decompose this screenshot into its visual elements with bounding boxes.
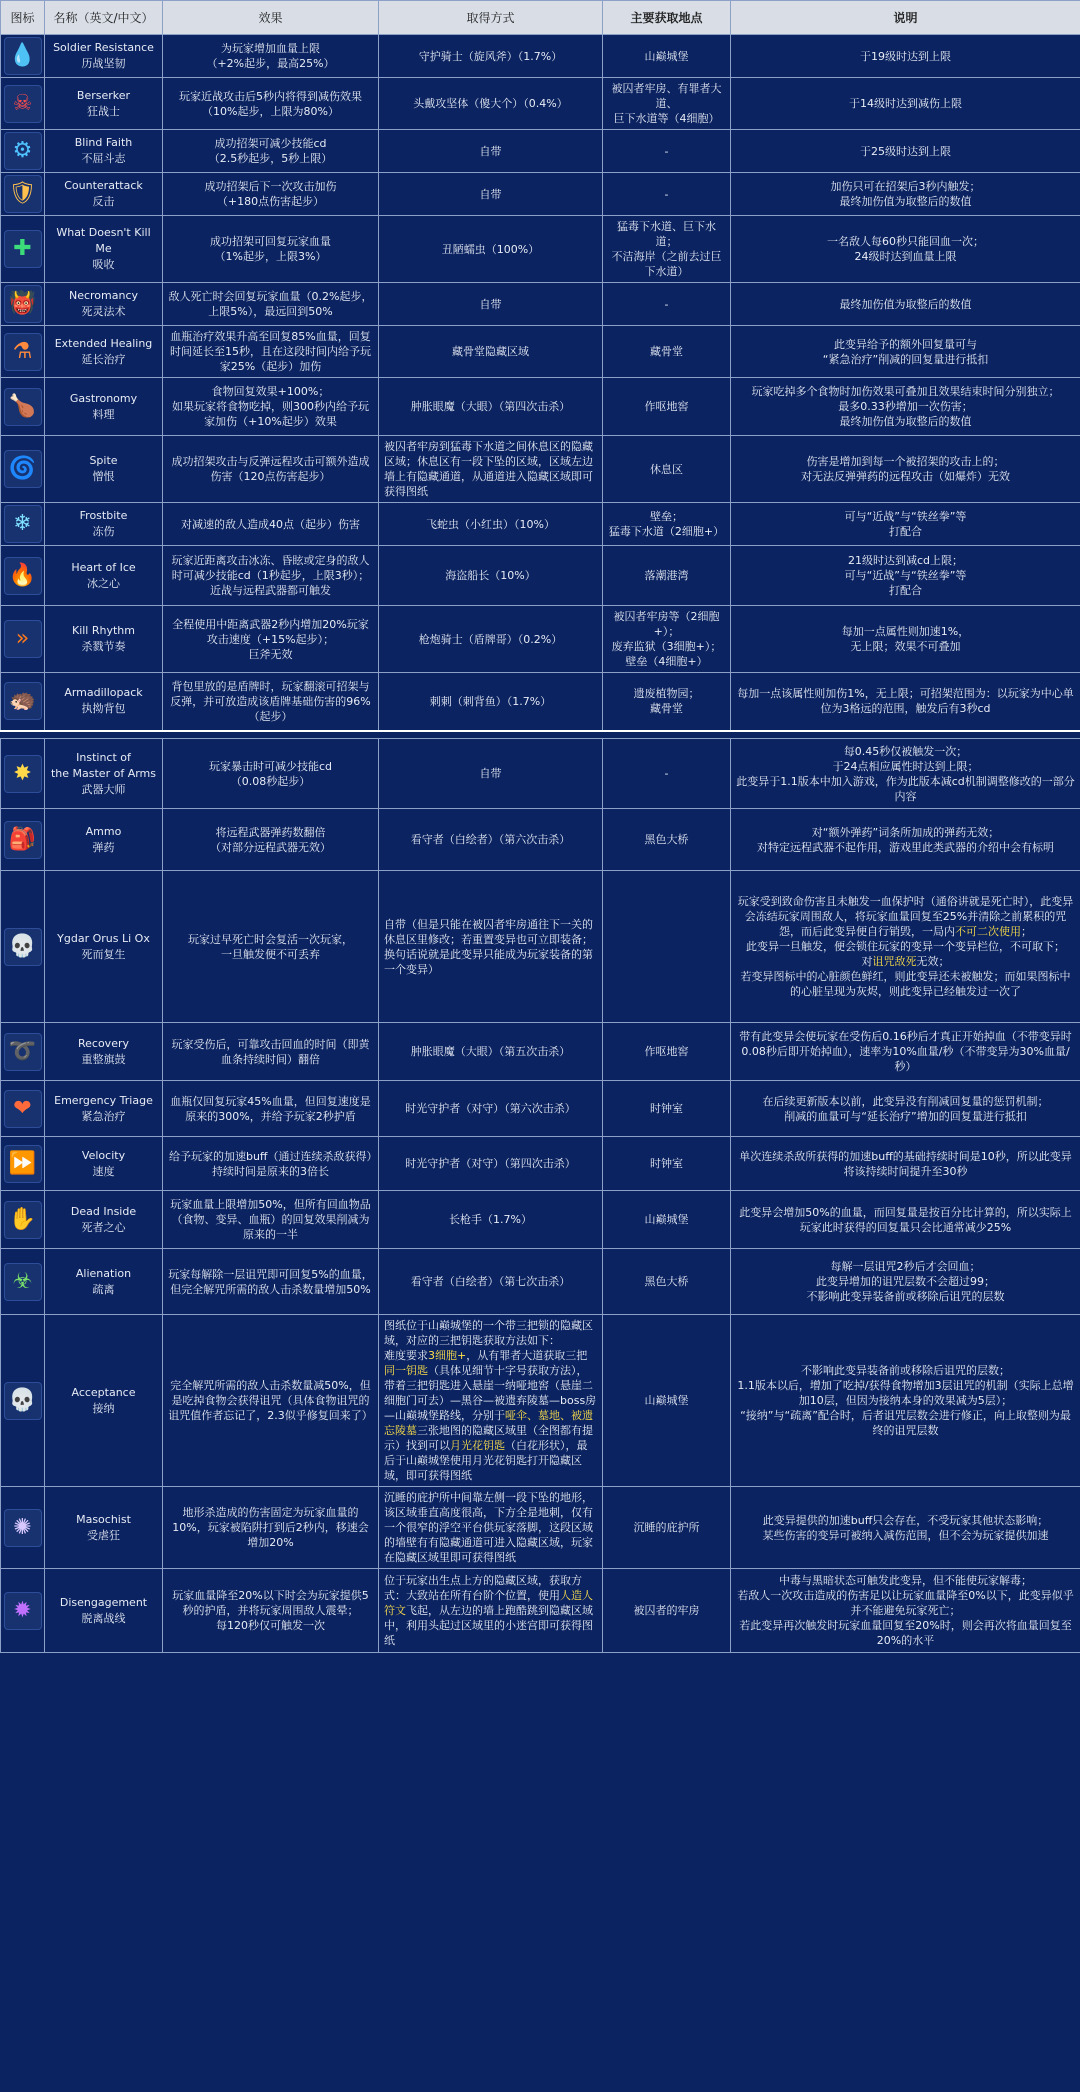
table-header-row [1, 1, 1080, 35]
table-row [1, 1569, 1080, 1653]
icon-glyph: » [15, 626, 30, 651]
note-cell: 伤害是增加到每一个被招架的攻击上的； 对无法反弹弹药的远程攻击（如爆炸）无效 [731, 436, 1080, 503]
icon-glyph: 💀 [8, 1387, 37, 1413]
mutation-name-cell [45, 1315, 163, 1487]
table-row [1, 809, 1080, 871]
effect-cell: 成功招架后下一次攻击加伤 （+180点伤害起步） [163, 173, 379, 216]
mutation-name-cell [45, 673, 163, 731]
divider-cell [1, 731, 1080, 739]
mutation-name-cn: 死者之心 [81, 1220, 126, 1234]
note-cell: 于19级时达到上限 [731, 35, 1080, 78]
table-row [1, 378, 1080, 436]
mutation-name-en: Soldier Resistance [53, 41, 154, 54]
mutation-name-en: Blind Faith [74, 136, 133, 149]
method-cell: 自带 [379, 173, 603, 216]
text-segment: （白花形状），最后于山巅城堡使用月光花钥匙打开隐藏区域，即可获得图纸 [384, 1439, 588, 1482]
method-cell: 自带 [379, 739, 603, 809]
location-cell: 作呕地窖 [603, 1023, 731, 1081]
method-cell: 藏骨堂隐藏区域 [379, 326, 603, 378]
mutation-name-cn: 不屈斗志 [81, 152, 126, 165]
location-cell: 猛毒下水道、巨下水道； 不洁海岸（之前去过巨下水道） [603, 216, 731, 283]
effect-cell: 给予玩家的加速buff（通过连续杀敌获得）持续时间是原来的3倍长 [163, 1137, 379, 1191]
mutation-name-cell [45, 606, 163, 673]
location-cell: 山巅城堡 [603, 1315, 731, 1487]
icon-cell [1, 173, 45, 216]
location-cell: 壁垒； 猛毒下水道（2细胞+） [603, 503, 731, 546]
icon-glyph: 🛡 [8, 181, 37, 206]
mutation-name-en: What Doesn't Kill Me [56, 226, 151, 255]
location-cell: - [603, 130, 731, 173]
location-cell: 被囚者的牢房 [603, 1569, 731, 1653]
note-cell: 一名敌人每60秒只能回血一次； 24级时达到血量上限 [731, 216, 1080, 283]
text-segment: ，从有罪者大道获取三把 [466, 1349, 588, 1362]
note-cell: 21级时达到减cd上限； 可与“近战”与“铁丝拳”等 打配合 [731, 546, 1080, 606]
mutation-name-cn: 疏离 [92, 1282, 115, 1296]
speed-arrows-icon [4, 1145, 42, 1183]
effect-cell: 地形杀造成的伤害固定为玩家血量的10%，玩家被陷阱打到后2秒内，移速会增加20% [163, 1487, 379, 1569]
method-cell: 头戴攻坚体（傻大个）（0.4%） [379, 78, 603, 130]
effect-cell: 全程使用中距离武器2秒内增加20%玩家攻击速度（+15%起步）； 巨斧无效 [163, 606, 379, 673]
mutation-name-cell [45, 78, 163, 130]
effect-cell: 背包里放的是盾牌时，玩家翻滚可招架与反弹，并可放造成该盾牌基础伤害的96%（起步） [163, 673, 379, 731]
spiral-icon [4, 450, 42, 488]
note-cell: 每解一层诅咒2秒后才会回血； 此变异增加的诅咒层数不会超过99； 不影响此变异装备前或移除后诅咒的层数 [731, 1249, 1080, 1315]
method-cell: 飞蛇虫（小红虫）（10%） [379, 503, 603, 546]
header-note: 说明 [731, 1, 1080, 35]
table-row [1, 1315, 1080, 1487]
method-cell: 枪炮骑士（盾牌哥）（0.2%） [379, 606, 603, 673]
table-row [1, 871, 1080, 1023]
note-cell: 每0.45秒仅被触发一次； 于24点相应属性时达到上限； 此变异于1.1版本中加入游戏，作为此版本减cd机制调整修改的一部分内容 [731, 739, 1080, 809]
mutation-name-en: Kill Rhythm [71, 624, 135, 637]
mutation-name-cell [45, 35, 163, 78]
table-row [1, 673, 1080, 731]
text-segment: 三张地图的隐藏区域里（全图都有提示）找到可以 [384, 1424, 593, 1452]
effect-cell: 成功招架可减少技能cd （2.5秒起步，5秒上限） [163, 130, 379, 173]
icon-glyph: 🦔 [8, 688, 37, 714]
icon-glyph: ➰ [8, 1038, 37, 1064]
method-cell: 丑陋蠕虫（100%） [379, 216, 603, 283]
mutation-name-cell [45, 1569, 163, 1653]
highlight-segment: 同一钥匙 [384, 1364, 428, 1377]
mutation-name-en: Spite [89, 454, 118, 467]
mutation-name-en: Recovery [77, 1036, 129, 1050]
icon-glyph: ✋ [8, 1206, 37, 1232]
note-cell: 于14级时达到减伤上限 [731, 78, 1080, 130]
double-chevron-icon [4, 620, 42, 658]
mutation-name-cn: 反击 [92, 195, 115, 208]
location-cell: 休息区 [603, 436, 731, 503]
mutation-name-cn: 死灵法术 [81, 305, 126, 318]
mutation-name-cell [45, 1191, 163, 1249]
note-cell: 在后续更新版本以前，此变异没有削减回复量的惩罚机制； 削减的血量可与“延长治疗”增加的回复量进行抵扣 [731, 1081, 1080, 1137]
effect-cell: 玩家每解除一层诅咒即可回复5%的血量，但完全解咒所需的敌人击杀数量增加50% [163, 1249, 379, 1315]
mutation-name-cn: 延长治疗 [81, 352, 126, 366]
icon-glyph: ❄ [13, 511, 32, 536]
mutation-name-cell [45, 1137, 163, 1191]
location-cell: 被囚者牢房、有罪者大道、 巨下水道等（4细胞） [603, 78, 731, 130]
table-row [1, 1137, 1080, 1191]
table-row [1, 1487, 1080, 1569]
highlight-segment: 人造人符文 [384, 1589, 593, 1617]
section-divider [1, 731, 1080, 739]
icon-glyph: 👹 [8, 291, 37, 316]
method-cell [379, 1315, 603, 1487]
spiked-orb-icon [4, 1509, 42, 1547]
green-swirl-icon [4, 1033, 42, 1071]
method-cell: 肿胀眼魔（大眼）（第五次击杀） [379, 1023, 603, 1081]
mutation-name-cn: 冰之心 [87, 576, 120, 590]
method-cell: 看守者（白绘者）（第七次击杀） [379, 1249, 603, 1315]
method-cell: 自带 [379, 130, 603, 173]
highlight-segment: 诅咒敌死 [872, 955, 917, 968]
note-cell: 带有此变异会使玩家在受伤后0.16秒后才真正开始掉血（不带变异时0.08秒后即开始掉血），速率为10%血量/秒（不带变异为30%血量/秒） [731, 1023, 1080, 1081]
table-row [1, 283, 1080, 326]
icon-glyph: 💧 [8, 43, 37, 68]
skull-mask-icon [4, 1382, 42, 1420]
note-cell: 单次连续杀敌所获得的加速buff的基础持续时间是10秒，所以此变异将该持续时间提升至30秒 [731, 1137, 1080, 1191]
mutation-name-cn: 死而复生 [81, 947, 126, 961]
method-cell: 沉睡的庇护所中间靠左侧一段下坠的地形，该区域垂直高度很高，下方全是地刺，仅有一个很窄的浮空平台供玩家落脚，这段区域的墙壁有有隐藏通道可进入隐藏区域，玩家在隐藏区域里即可获得图纸 [379, 1487, 603, 1569]
green-shield-icon [4, 230, 42, 268]
heart-potion-icon [4, 1090, 42, 1128]
note-cell: 中毒与黑暗状态可触发此变异，但不能使玩家解毒； 若敌人一次攻击造成的伤害足以让玩家血量降至0%以下，此变异似乎并不能避免玩家死亡； 若此变异再次触发时玩家血量回复至20%时，则会再次将血量回复至20%的水平 [731, 1569, 1080, 1653]
icon-cell [1, 1137, 45, 1191]
ammo-pouch-icon [4, 821, 42, 859]
effect-cell: 玩家血量降至20%以下时会为玩家提供5秒的护盾，并将玩家周围敌人震晕； 每120秒仅可触发一次 [163, 1569, 379, 1653]
icon-cell [1, 739, 45, 809]
text-segment: 无效； 若变异图标中的心脏颜色鲜红，则此变异还未被触发；而如果图标中的心脏呈现为灰烬，则此变异已经触发过一次了 [740, 955, 1071, 998]
mutation-name-cell [45, 216, 163, 283]
mutation-name-cn: 重整旗鼓 [81, 1052, 126, 1066]
method-cell: 时光守护者（对守）（第四次击杀） [379, 1137, 603, 1191]
mutation-name-en: Counterattack [64, 179, 143, 192]
mutation-name-cn: 弹药 [92, 840, 115, 854]
purple-orb-icon [4, 1592, 42, 1630]
mutation-name-en: Instinct of the Master of Arms [50, 750, 156, 780]
mutation-name-cell [45, 130, 163, 173]
mutation-name-cn: 受虐狂 [87, 1528, 120, 1542]
mutation-name-cell [45, 173, 163, 216]
mutation-name-cell [45, 1249, 163, 1315]
icon-cell [1, 283, 45, 326]
location-cell: 沉睡的庇护所 [603, 1487, 731, 1569]
table-row [1, 173, 1080, 216]
icon-glyph: ☣ [12, 1268, 33, 1294]
table-row [1, 1023, 1080, 1081]
icon-cell [1, 1191, 45, 1249]
mutation-name-cell [45, 809, 163, 871]
skull-crossed-icon [4, 85, 42, 123]
note-cell [731, 871, 1080, 1023]
header-effect: 效果 [163, 1, 379, 35]
icon-cell [1, 1487, 45, 1569]
header-name: 名称（英文/中文） [45, 1, 163, 35]
note-cell: 此变异会增加50%的血量，而回复量是按百分比计算的，所以实际上玩家此时获得的回复量只会比通常减少25% [731, 1191, 1080, 1249]
location-cell: 藏骨堂 [603, 326, 731, 378]
effect-cell: 敌人死亡时会回复玩家血量（0.2%起步，上限5%），最远回到50% [163, 283, 379, 326]
location-cell: - [603, 739, 731, 809]
text-segment: ； 此变异一旦触发，便会锁住玩家的变异一个变异栏位，不可取下； 对 [746, 925, 1065, 968]
icon-glyph: ✺ [13, 1514, 32, 1540]
header-method: 取得方式 [379, 1, 603, 35]
effect-cell: 将远程武器弹药数翻倍 （对部分远程武器无效） [163, 809, 379, 871]
icon-cell [1, 130, 45, 173]
note-cell: 玩家吃掉多个食物时加伤效果可叠加且效果结束时间分别独立； 最多0.33秒增加一次伤害； 最终加伤值为取整后的数值 [731, 378, 1080, 436]
mutation-name-cell [45, 871, 163, 1023]
mutation-name-en: Extended Healing [54, 336, 153, 350]
icon-cell [1, 1569, 45, 1653]
effect-cell: 成功招架攻击与反弹远程攻击可额外造成伤害（120点伤害起步） [163, 436, 379, 503]
table-row [1, 216, 1080, 283]
mutation-name-en: Velocity [81, 1148, 126, 1162]
mutation-name-en: Necromancy [68, 289, 139, 302]
mutation-name-cell [45, 436, 163, 503]
icon-glyph: 💀 [8, 933, 37, 959]
icon-glyph: 🔥 [8, 562, 37, 588]
effect-cell: 为玩家增加血量上限 （+2%起步，最高25%） [163, 35, 379, 78]
mutation-name-en: Armadillopack [64, 686, 143, 700]
demon-face-icon [4, 285, 42, 323]
ice-cage-icon [4, 505, 42, 543]
table-row [1, 1191, 1080, 1249]
table-row [1, 436, 1080, 503]
purple-drop-icon [4, 37, 42, 75]
icon-cell [1, 1023, 45, 1081]
icon-glyph: 🍗 [8, 393, 37, 419]
highlight-segment: 不可二次使用 [955, 925, 1021, 938]
location-cell: - [603, 173, 731, 216]
icon-cell [1, 1081, 45, 1137]
icon-cell [1, 871, 45, 1023]
icon-cell [1, 326, 45, 378]
location-cell: 作呕地窖 [603, 378, 731, 436]
icon-cell [1, 78, 45, 130]
icon-cell [1, 216, 45, 283]
icon-cell [1, 35, 45, 78]
method-cell: 自带 [379, 283, 603, 326]
table-row [1, 606, 1080, 673]
location-cell: 时钟室 [603, 1081, 731, 1137]
icon-glyph: ⚗ [12, 338, 33, 364]
mutation-name-cn: 紧急治疗 [81, 1109, 126, 1123]
mutation-name-en: Alienation [75, 1266, 132, 1280]
note-cell: 最终加伤值为取整后的数值 [731, 283, 1080, 326]
effect-cell: 完全解咒所需的敌人击杀数量减50%，但是吃掉食物会获得诅咒（具体食物诅咒的诅咒值作者忘记了，2.3似乎修复回来了） [163, 1315, 379, 1487]
note-cell: 此变异提供的加速buff只会存在，不受玩家其他状态影响； 某些伤害的变异可被纳入减伤范围，但不会为玩家提供加速 [731, 1487, 1080, 1569]
location-cell: - [603, 283, 731, 326]
method-cell: 自带（但是只能在被囚者牢房通往下一关的休息区里修改；若重置变异也可立即装备；换句话说就是此变异只能成为玩家装备的第一个变异） [379, 871, 603, 1023]
icon-cell [1, 606, 45, 673]
icon-cell [1, 436, 45, 503]
mutation-name-en: Heart of Ice [71, 560, 136, 574]
note-cell: 不影响此变异装备前或移除后诅咒的层数； 1.1版本以后，增加了吃掉/获得食物增加3层诅咒的机制（实际上总增加10层，但因为接纳本身的效果减为5层）； “接纳”与“疏离”配合时，后者诅咒层数会进行修正，向上取整则为最终的诅咒层数 [731, 1315, 1080, 1487]
method-cell: 时光守护者（对守）（第六次击杀） [379, 1081, 603, 1137]
method-cell: 看守者（白绘者）（第六次击杀） [379, 809, 603, 871]
mutation-name-en: Ygdar Orus Li Ox [57, 931, 150, 945]
highlight-segment: 月光花钥匙 [450, 1439, 505, 1452]
mutation-name-cn: 执拗背包 [81, 702, 126, 716]
mutation-name-en: Frostbite [79, 509, 128, 522]
icon-glyph: ⚙ [12, 138, 33, 163]
mutation-name-en: Berserker [76, 88, 131, 102]
mutation-name-cn: 冻伤 [92, 525, 115, 538]
mutation-name-cn: 料理 [92, 407, 115, 421]
note-cell: 每加一点该属性则加伤1%，无上限；可招架范围为：以玩家为中心单位为3格远的范围，触发后有3秒cd [731, 673, 1080, 731]
armadillo-icon [4, 682, 42, 720]
icon-cell [1, 673, 45, 731]
text-segment: 玩家受到致命伤害且未触发一血保护时（通俗讲就是死亡时），此变异会冻结玩家周围敌人，将玩家血量回复至25%并清除之前累积的咒怨，而后此变异便自行销毁，一局内 [737, 895, 1074, 938]
icon-glyph: ⏩ [8, 1150, 37, 1176]
location-cell: 黑色大桥 [603, 809, 731, 871]
method-cell [379, 1569, 603, 1653]
table-row [1, 78, 1080, 130]
mutation-name-cn: 接纳 [92, 1401, 115, 1415]
table-row [1, 130, 1080, 173]
effect-cell: 玩家血量上限增加50%，但所有回血物品（食物、变异、血瓶）的回复效果削减为原来的一半 [163, 1191, 379, 1249]
icon-cell [1, 546, 45, 606]
mutation-name-cell [45, 1487, 163, 1569]
icon-cell [1, 378, 45, 436]
mutation-name-en: Emergency Triage [54, 1093, 153, 1107]
highlight-segment: 3细胞+ [428, 1349, 467, 1362]
zombie-hand-icon [4, 1201, 42, 1239]
highlight-segment: 哑伞、墓地、被遗忘陵墓 [384, 1409, 593, 1437]
note-cell: 对“额外弹药”词条所加成的弹药无效； 对特定远程武器不起作用，游戏里此类武器的介绍中会有标明 [731, 809, 1080, 871]
effect-cell: 玩家近距离攻击冰冻、昏眩或定身的敌人时可减少技能cd（1秒起步，上限3秒）； 近战与远程武器都可触发 [163, 546, 379, 606]
twin-skull-icon [4, 928, 42, 966]
mutation-name-cn: 憎恨 [92, 470, 115, 483]
table-body [1, 35, 1080, 1653]
icon-cell [1, 1249, 45, 1315]
effect-cell: 玩家过早死亡时会复活一次玩家， 一旦触发便不可丢弃 [163, 871, 379, 1023]
shield-sword-icon [4, 175, 42, 213]
method-cell: 守护骑士（旋风斧）（1.7%） [379, 35, 603, 78]
icon-glyph: 🎒 [8, 826, 37, 852]
effect-cell: 食物回复效果+100%； 如果玩家将食物吃掉，则300秒内给予玩家加伤（+10%起步）效果 [163, 378, 379, 436]
text-segment: 图纸位于山巅城堡的一个带三把锁的隐藏区域，对应的三把钥匙获取方法如下： 难度要求 [384, 1319, 593, 1362]
mutation-name-cell [45, 378, 163, 436]
icon-glyph: 🌀 [8, 456, 37, 481]
mutation-name-cn: 吸收 [92, 258, 115, 271]
effect-cell: 玩家受伤后，可靠攻击回血的时间（即黄血条持续时间）翻倍 [163, 1023, 379, 1081]
mutation-name-cell [45, 546, 163, 606]
mutation-name-en: Gastronomy [69, 391, 138, 405]
mutation-name-en: Dead Inside [70, 1204, 137, 1218]
method-cell: 海盗船长（10%） [379, 546, 603, 606]
method-cell: 刺刺（刺背鱼）（1.7%） [379, 673, 603, 731]
mutation-name-cn: 历战坚韧 [81, 57, 126, 70]
potion-heal-icon [4, 333, 42, 371]
icon-glyph: ✚ [13, 236, 32, 261]
location-cell: 黑色大桥 [603, 1249, 731, 1315]
table-row [1, 1081, 1080, 1137]
mutation-name-cn: 杀戮节奏 [81, 640, 126, 653]
icon-glyph: ✸ [13, 760, 32, 786]
method-cell: 肿胀眼魔（大眼）（第四次击杀） [379, 378, 603, 436]
table-row [1, 1249, 1080, 1315]
flame-heart-icon [4, 557, 42, 595]
mutation-name-en: Disengagement [59, 1595, 148, 1609]
mutation-name-cell [45, 283, 163, 326]
mutation-name-cell [45, 1081, 163, 1137]
note-cell: 每加一点属性则加速1%， 无上限；效果不可叠加 [731, 606, 1080, 673]
green-skull-icon [4, 1263, 42, 1301]
mutation-name-cn: 狂战士 [87, 104, 120, 118]
effect-cell: 对减速的敌人造成40点（起步）伤害 [163, 503, 379, 546]
burst-star-icon [4, 755, 42, 793]
mutation-name-cell [45, 326, 163, 378]
mutation-name-en: Acceptance [71, 1385, 136, 1399]
location-cell [603, 871, 731, 1023]
table-row [1, 35, 1080, 78]
text-segment: 飞起，从左边的墙上跑酷跳到隐藏区域中，利用头起过区域里的小迷宫即可获得图纸 [384, 1604, 593, 1647]
table-row [1, 546, 1080, 606]
location-cell: 遗废植物园； 藏骨堂 [603, 673, 731, 731]
table-row [1, 326, 1080, 378]
table-row [1, 739, 1080, 809]
note-cell: 加伤只可在招架后3秒内触发； 最终加伤值为取整后的数值 [731, 173, 1080, 216]
icon-glyph: ❤ [13, 1095, 32, 1121]
mutation-name-cn: 速度 [92, 1164, 115, 1178]
location-cell: 山巅城堡 [603, 35, 731, 78]
mutation-name-cell [45, 1023, 163, 1081]
mutation-name-cell [45, 739, 163, 809]
icon-glyph: ☠ [12, 90, 33, 116]
effect-cell: 玩家近战攻击后5秒内将得到减伤效果 （10%起步，上限为80%） [163, 78, 379, 130]
note-cell: 于25级时达到上限 [731, 130, 1080, 173]
method-cell: 被囚者牢房到猛毒下水道之间休息区的隐藏区域；休息区有一段下坠的区域，区域左边墙上有隐藏通道，从通道进入隐藏区域即可获得图纸 [379, 436, 603, 503]
drumstick-icon [4, 388, 42, 426]
effect-cell: 血瓶治疗效果升高至回复85%血量，回复时间延长至15秒，且在这段时间内给予玩家25%（起步）加伤 [163, 326, 379, 378]
gear-eye-icon [4, 132, 42, 170]
mutation-name-cell [45, 503, 163, 546]
note-cell: 可与“近战”与“铁丝拳”等 打配合 [731, 503, 1080, 546]
location-cell: 落潮港湾 [603, 546, 731, 606]
method-cell: 长枪手（1.7%） [379, 1191, 603, 1249]
header-location: 主要获取地点 [603, 1, 731, 35]
mutation-name-en: Ammo [85, 824, 122, 838]
mutation-name-cn: 武器大师 [81, 782, 126, 796]
effect-cell: 成功招架可回复玩家血量 （1%起步，上限3%） [163, 216, 379, 283]
table-row [1, 503, 1080, 546]
location-cell: 山巅城堡 [603, 1191, 731, 1249]
icon-cell [1, 1315, 45, 1487]
mutation-name-cn: 脱离战线 [81, 1611, 126, 1625]
text-segment: （具体见细节十字号获取方法），带着三把钥匙进入悬崖一纳哑地窖（悬崖二细胞门可去）—黑谷—被遗弃陵墓—boss房—山巅城堡路线，分别于 [384, 1364, 597, 1422]
location-cell: 被囚者牢房等（2细胞+）； 废弃监狱（3细胞+）； 壁垒（4细胞+） [603, 606, 731, 673]
icon-glyph: ✹ [13, 1597, 32, 1623]
location-cell: 时钟室 [603, 1137, 731, 1191]
header-icon: 图标 [1, 1, 45, 35]
effect-cell: 玩家暴击时可减少技能cd （0.08秒起步） [163, 739, 379, 809]
text-segment: 位于玩家出生点上方的隐藏区域，获取方式：大致站在所有台阶个位置，使用 [384, 1574, 582, 1602]
icon-cell [1, 809, 45, 871]
effect-cell: 血瓶仅回复玩家45%血量，但回复速度是原来的300%，并给予玩家2秒护盾 [163, 1081, 379, 1137]
mutation-name-en: Masochist [76, 1512, 131, 1526]
icon-cell [1, 503, 45, 546]
note-cell: 此变异给予的额外回复量可与 “紧急治疗”削减的回复量进行抵扣 [731, 326, 1080, 378]
